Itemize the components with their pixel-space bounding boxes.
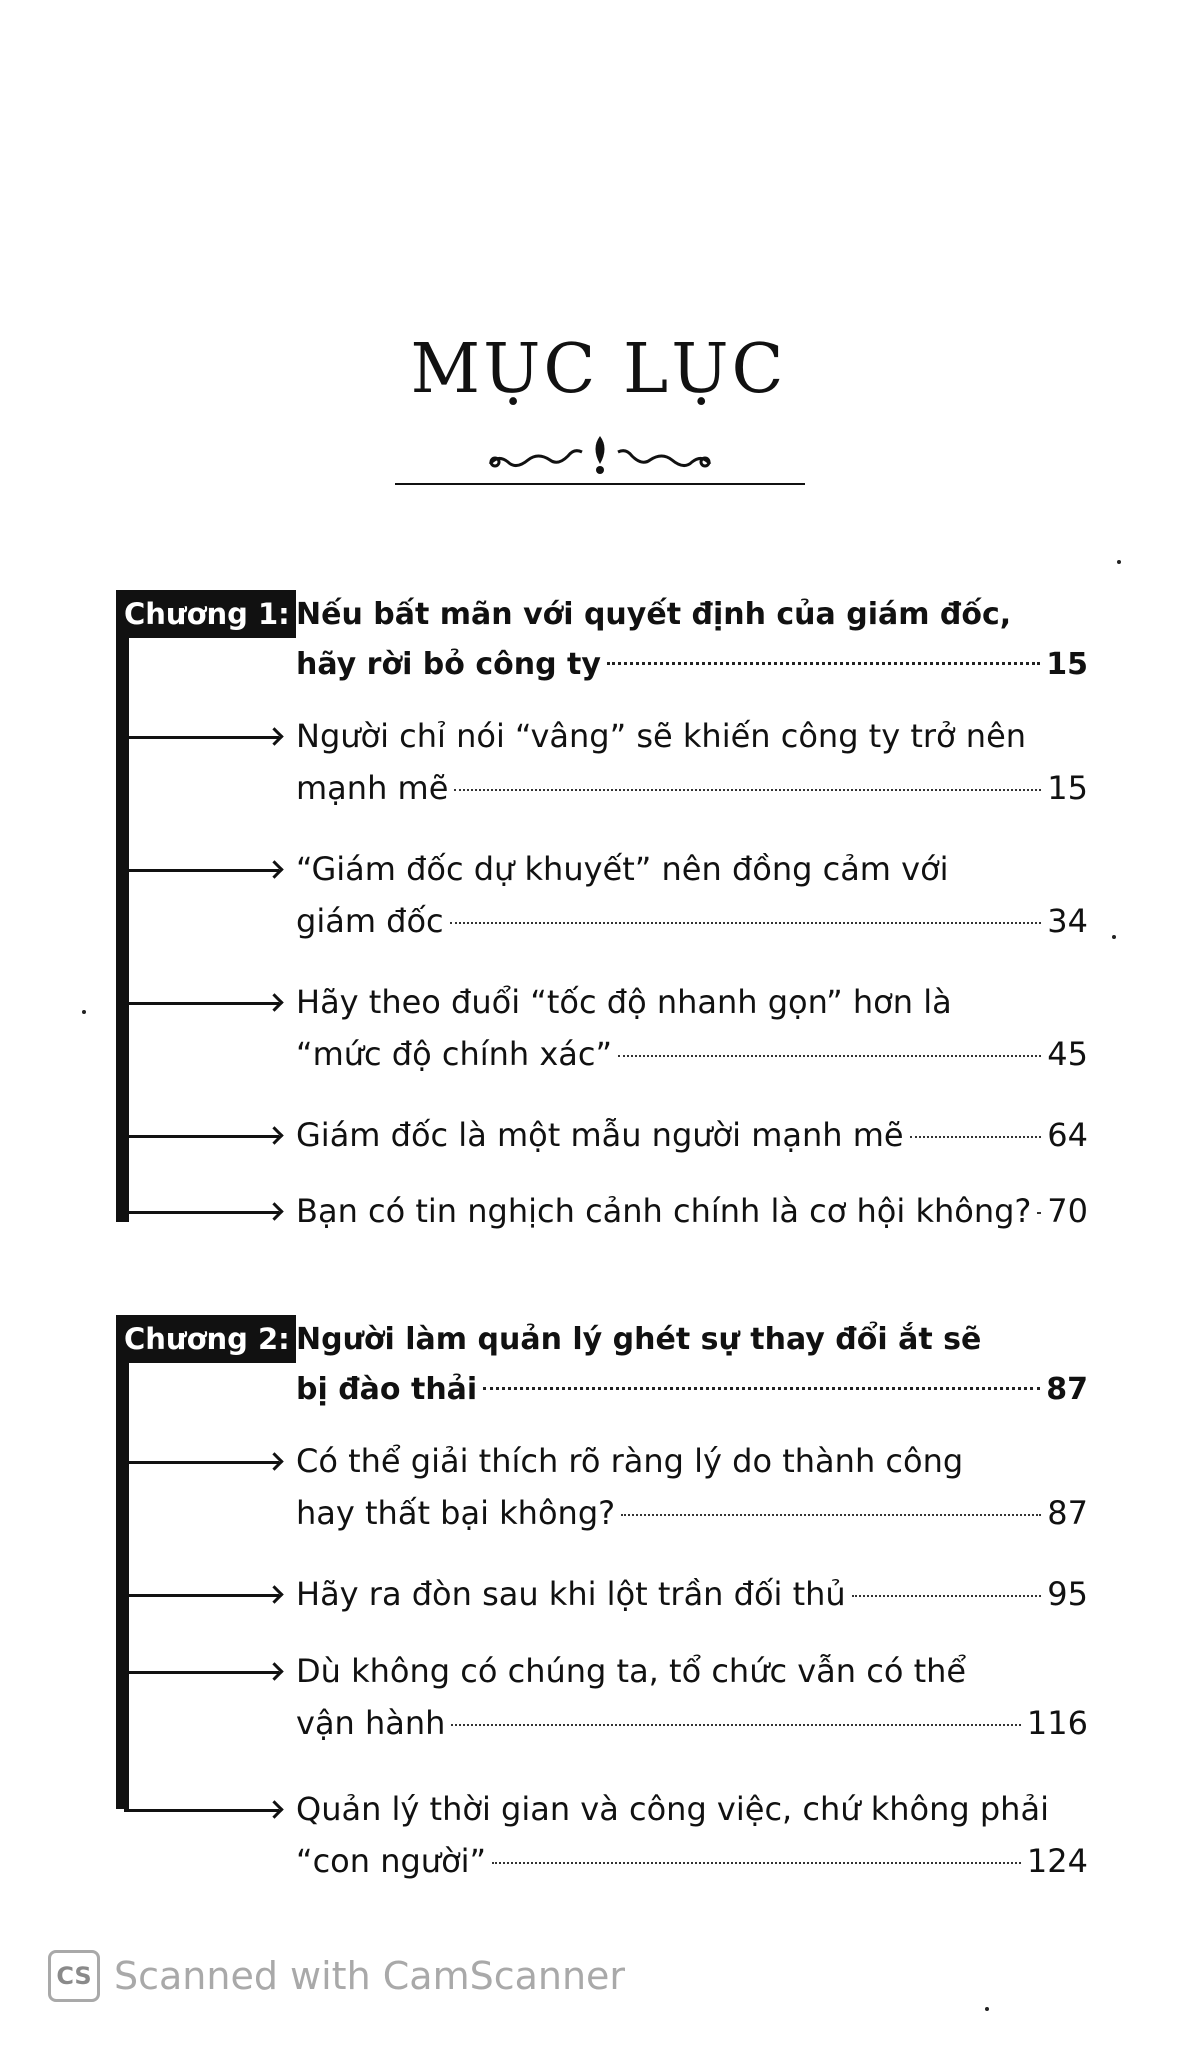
entry-page-number: 124: [1026, 1842, 1088, 1880]
arrow-icon: [124, 1135, 279, 1138]
entry-title-line2: [296, 1109, 1088, 1161]
entry-page-number: 15: [1047, 769, 1088, 807]
dot-leader: [910, 1136, 1042, 1138]
scan-speck: [985, 2007, 989, 2011]
entry-title-text: mạnh mẽ: [296, 769, 449, 807]
arrow-icon: [124, 1211, 279, 1214]
entry-title-line1: Dù không có chúng ta, tổ chức vẫn có thể: [296, 1652, 967, 1690]
entry-page-number: 116: [1026, 1704, 1088, 1742]
chapter-title-text: hãy rời bỏ công ty: [296, 647, 601, 682]
entry-page-number: 87: [1047, 1494, 1088, 1532]
toc-entry[interactable]: [116, 1185, 1088, 1237]
chapter-title-text: bị đào thải: [296, 1372, 478, 1407]
chapter-title-line2: [296, 1365, 1088, 1415]
entry-page-number: 64: [1047, 1116, 1088, 1154]
entry-title-line2: [296, 1487, 1088, 1539]
entry-page-number: 95: [1047, 1575, 1088, 1613]
camscanner-watermark: [48, 1950, 625, 2002]
entry-title-line2: [296, 1835, 1088, 1887]
chapter-page-number: 87: [1046, 1372, 1088, 1407]
toc-entry[interactable]: [116, 1109, 1088, 1161]
watermark-text: Scanned with CamScanner: [114, 1954, 626, 1998]
dot-leader: [618, 1055, 1041, 1057]
dot-leader: [454, 789, 1041, 791]
entry-title-line1: Có thể giải thích rõ ràng lý do thành công: [296, 1442, 964, 1480]
entry-title-text: giám đốc: [296, 902, 444, 940]
dot-leader: [607, 662, 1040, 665]
entry-title-line1: “Giám đốc dự khuyết” nên đồng cảm với: [296, 850, 949, 888]
ornament-divider: [395, 428, 805, 488]
arrow-icon: [124, 1594, 279, 1597]
arrow-icon: [124, 1461, 279, 1464]
dot-leader: [450, 922, 1042, 924]
entry-title-line1: Quản lý thời gian và công việc, chứ không phải: [296, 1790, 1049, 1828]
arrow-icon: [124, 1671, 279, 1674]
chapter-title-line1: Người làm quản lý ghét sự thay đổi ắt sẽ: [296, 1322, 982, 1357]
toc-entry[interactable]: [116, 1435, 1088, 1539]
scan-speck: [82, 1010, 86, 1014]
toc-entry[interactable]: [116, 976, 1088, 1080]
toc-entry[interactable]: [116, 1645, 1088, 1749]
toc-entry[interactable]: [116, 1568, 1088, 1620]
entry-title-text: vận hành: [296, 1704, 446, 1742]
chapter-title-line2: [296, 640, 1088, 690]
arrow-icon: [124, 1002, 279, 1005]
entry-title-line2: [296, 895, 1088, 947]
arrow-icon: [124, 1809, 279, 1812]
entry-page-number: 45: [1047, 1035, 1088, 1073]
entry-title-line1: Người chỉ nói “vâng” sẽ khiến công ty trở nên: [296, 717, 1027, 755]
entry-page-number: 34: [1047, 902, 1088, 940]
entry-title-line1: Hãy theo đuổi “tốc độ nhanh gọn” hơn là: [296, 983, 952, 1021]
entry-title-text: Bạn có tin nghịch cảnh chính là cơ hội không?: [296, 1192, 1032, 1230]
entry-title-text: Hãy ra đòn sau khi lột trần đối thủ: [296, 1575, 846, 1613]
entry-title-text: hay thất bại không?: [296, 1494, 616, 1532]
dot-leader: [621, 1514, 1041, 1516]
entry-title-line2: [296, 1697, 1088, 1749]
chapter-label: Chương 2:: [116, 1315, 296, 1363]
entry-title-text: Giám đốc là một mẫu người mạnh mẽ: [296, 1116, 904, 1154]
entry-title-text: “con người”: [296, 1842, 487, 1880]
entry-page-number: 70: [1047, 1192, 1088, 1230]
toc-entry[interactable]: [116, 710, 1088, 814]
dot-leader: [483, 1387, 1040, 1390]
chapter-1: [108, 590, 1088, 1230]
scan-speck: [1112, 935, 1116, 939]
dot-leader: [852, 1595, 1042, 1597]
toc-entry[interactable]: [116, 843, 1088, 947]
arrow-icon: [124, 736, 279, 739]
camscanner-logo-icon: CS: [48, 1950, 100, 2002]
dot-leader: [1037, 1212, 1041, 1214]
page-title: MỤC LỤC: [410, 330, 787, 409]
dot-leader: [492, 1862, 1021, 1864]
chapter-title-line1: Nếu bất mãn với quyết định của giám đốc,: [296, 597, 1012, 632]
arrow-icon: [124, 869, 279, 872]
chapter-label: Chương 1:: [116, 590, 296, 638]
dot-leader: [451, 1724, 1020, 1726]
entry-title-line2: [296, 1028, 1088, 1080]
chapter-2: [108, 1315, 1088, 1915]
entry-title-line2: [296, 1185, 1088, 1237]
toc-entry[interactable]: [116, 1783, 1088, 1887]
entry-title-line2: [296, 762, 1088, 814]
chapter-page-number: 15: [1046, 647, 1088, 682]
entry-title-text: “mức độ chính xác”: [296, 1035, 613, 1073]
entry-title-line2: [296, 1568, 1088, 1620]
scan-speck: [1117, 560, 1121, 564]
